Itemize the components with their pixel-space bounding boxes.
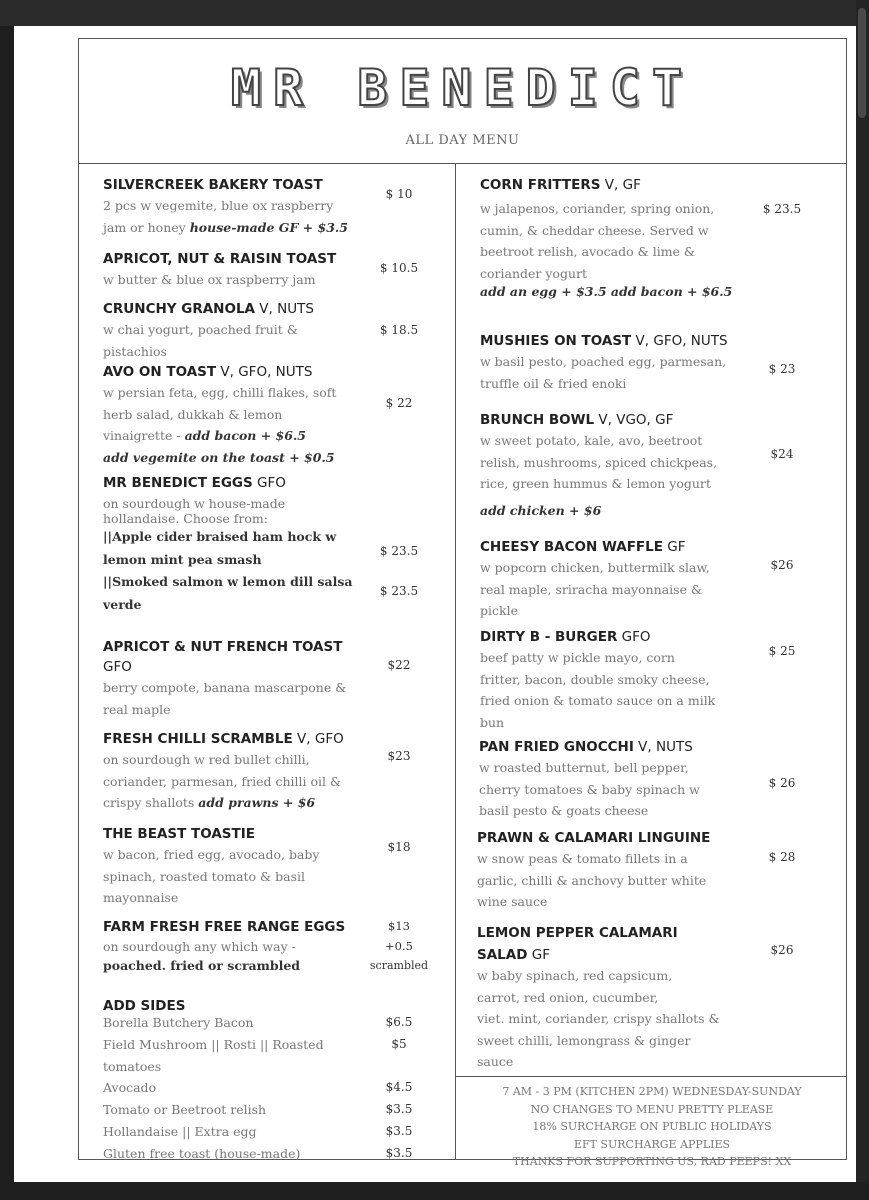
item-desc: w chai yogurt, poached fruit & [103,322,298,337]
item-price: $ 26 [768,776,796,790]
item-tags: V, VGO, GF [594,412,674,428]
item-desc: coriander yogurt [480,265,587,281]
item-name-text: CHEESY BACON WAFFLE [480,539,663,555]
item-name [480,331,750,351]
footer-line: 7 AM - 3 PM (KITCHEN 2PM) WEDNESDAY-SUNDAY [502,1085,802,1098]
footer-line: NO CHANGES TO MENU PRETTY PLEASE [530,1102,774,1116]
item-price-extra: +0.5 [385,938,413,953]
item-name [477,945,747,965]
item-tags: V, GFO, NUTS [631,333,728,349]
item-price: $ 10 [385,187,413,201]
item-price: $22 [387,658,411,672]
item-desc-part: crispy shallots [103,795,199,810]
item-desc [103,217,363,239]
item-name: THE BEAST TOASTIE [103,826,255,842]
side-item-price: $4.5 [385,1080,413,1095]
item-name: LEMON PEPPER CALAMARI [477,925,678,941]
item-desc: w basil pesto, poached egg, parmesan, [480,354,727,369]
item-name-text: MUSHIES ON TOAST [480,333,632,349]
item-name: PRAWN & CALAMARI LINGUINE [477,830,711,846]
item-desc: sauce [477,1054,514,1069]
menu-item-free-range-eggs [103,917,373,975]
menu-item-benedict-eggs [103,473,373,616]
item-desc: mayonnaise [103,890,179,905]
item-tags: GFO [103,659,132,675]
item-name: APRICOT, NUT & RAISIN TOAST [103,251,337,267]
viewer-bottom-bar [0,1182,869,1200]
item-desc: w sweet potato, kale, avo, beetroot [480,433,703,448]
column-divider [455,163,456,1159]
item-desc: pickle [480,603,518,618]
menu-item-brunch-bowl [480,410,750,518]
menu-subtitle: ALL DAY MENU [405,133,520,148]
item-price: $26 [770,943,794,957]
side-item-label: Borella Butchery Bacon [103,1015,254,1030]
menu-item-chilli-scramble [103,729,373,814]
item-desc: w bacon, fried egg, avocado, baby [103,847,320,862]
item-option: poached. fried or scrambled [103,958,301,973]
item-desc-part: jam or honey [103,219,190,235]
item-name-text: DIRTY B - BURGER [480,629,618,645]
menu-page [14,26,856,1182]
item-desc: 2 pcs w vegemite, blue ox raspberry [103,198,334,213]
item-name [103,299,373,319]
item-addon: add vegemite on the toast + $0.5 [103,449,335,465]
menu-item-granola [103,299,373,362]
menu-footer [456,1083,848,1171]
item-tags: GF [527,947,550,963]
item-option: ||Smoked salmon w lemon dill salsa [103,574,353,589]
item-desc: hollandaise. Choose from: [103,511,268,526]
menu-item-gnocchi [479,737,749,822]
footer-divider [455,1076,847,1077]
item-name [480,627,750,647]
item-addon: add bacon + $6.5 [184,428,306,443]
menu-item-dirty-burger [480,627,750,733]
item-desc [103,425,373,447]
item-desc: on sourdough any which way - [103,939,296,954]
item-price: $ 18.5 [379,323,419,337]
item-desc: beef patty w pickle mayo, corn [480,650,675,665]
item-tags: V, GFO, NUTS [216,364,313,380]
item-desc: sweet chilli, lemongrass & ginger [477,1032,691,1048]
viewer-top-bar [0,0,869,26]
item-price: $23 [387,749,411,763]
item-price: $18 [387,840,411,854]
item-price: $ 25 [768,644,796,658]
side-item-label: Field Mushroom || Rosti || Roasted [103,1036,324,1052]
item-desc: real maple, sriracha mayonnaise & [480,581,703,597]
item-desc: carrot, red onion, cucumber, [477,989,659,1005]
item-desc: on sourdough w house-made [103,496,286,511]
side-item-label: Hollandaise || Extra egg [103,1124,257,1139]
item-desc: truffle oil & fried enoki [480,375,627,391]
menu-sides-section [103,996,373,1016]
item-tags: V, GFO [292,731,344,747]
item-name: APRICOT & NUT FRENCH TOAST [103,639,343,655]
item-desc: viet. mint, coriander, crispy shallots & [477,1011,720,1026]
menu-item-apricot-raisin-toast [103,249,373,291]
side-item-price: $3.5 [385,1145,413,1160]
item-name [103,729,373,749]
side-item-price: $3.5 [385,1102,413,1117]
item-price [369,917,429,976]
menu-frame [78,38,847,1168]
item-price-base: $13 [388,919,410,933]
item-desc: w butter & blue ox raspberry jam [103,272,316,287]
item-tags: GFO [617,629,651,645]
item-addon: add prawns + $6 [198,795,316,810]
item-name-text: CRUNCHY GRANOLA [103,301,255,317]
item-desc: cumin, & cheddar cheese. Served w [480,222,709,238]
item-name [480,175,750,195]
item-desc: rice, green hummus & lemon yogurt [480,476,711,491]
item-desc: pistachios [103,343,167,359]
item-desc: w snow peas & tomato fillets in a [477,851,688,866]
item-desc: on sourdough w red bullet chilli, [103,752,310,767]
item-name-text: PAN FRIED GNOCCHI [479,739,634,755]
item-name: FARM FRESH FREE RANGE EGGS [103,919,346,935]
menu-item-corn-fritters [480,175,750,299]
item-name: SILVERCREEK BAKERY TOAST [103,177,323,193]
item-desc: cherry tomatoes & baby spinach w [479,781,700,797]
menu-item-silvercreek-toast [103,175,363,238]
item-desc: bun [480,714,505,730]
item-desc: basil pesto & goats cheese [479,803,649,818]
item-desc: garlic, chilli & anchovy butter white [477,872,707,888]
side-item-price: $5 [391,1036,407,1051]
item-price: $ 10.5 [379,261,419,275]
item-desc: wine sauce [477,894,548,909]
footer-line: THANKS FOR SUPPORTING US, RAD PEEPS! XX [512,1155,792,1168]
item-tags: GFO [252,475,286,491]
item-name [480,410,750,430]
menu-item-mushies-toast [480,331,750,394]
item-option: verde [103,596,142,612]
item-desc: w roasted butternut, bell pepper, [479,760,689,775]
sides-heading: ADD SIDES [103,998,186,1014]
menu-item-bacon-waffle [480,537,750,622]
item-name-text: SALAD [477,947,528,963]
side-item-price: $3.5 [385,1124,413,1138]
item-name-text: MR BENEDICT EGGS [103,475,253,491]
item-desc: w baby spinach, red capsicum, [477,968,673,983]
item-desc [103,792,373,814]
menu-item-beast-toastie [103,824,373,909]
item-addon: add chicken + $6 [480,502,602,518]
item-desc: relish, mushrooms, spiced chickpeas, [480,454,718,470]
menu-item-prawn-linguine [477,828,747,913]
item-desc: herb salad, dukkah & lemon [103,406,283,422]
item-name [103,473,373,493]
item-desc: coriander, parmesan, fried chilli oil & [103,773,342,789]
item-desc-part: vinaigrette - [103,428,185,443]
item-price: $ 23.5 [762,202,802,216]
item-tags: V, NUTS [255,301,314,317]
footer-line: EFT SURCHARGE APPLIES [573,1137,731,1151]
item-price: $ 23.5 [379,544,419,558]
item-price: $ 23.5 [379,584,419,598]
item-desc: fritter, bacon, double smoky cheese, [480,671,710,687]
item-price: $ 22 [385,396,413,410]
item-desc: w popcorn chicken, buttermilk slaw, [480,560,710,575]
side-item-label: Gluten free toast (house-made) [103,1145,301,1161]
item-option: ||Apple cider braised ham hock w [103,529,337,544]
item-tags: V, NUTS [633,739,693,755]
item-addon: add an egg + $3.5 add bacon + $6.5 [480,284,733,299]
scrollbar-thumb[interactable] [858,8,866,118]
item-option: lemon mint pea smash [103,551,262,567]
item-name-text: AVO ON TOAST [103,364,217,380]
item-desc: w jalapenos, coriander, spring onion, [480,201,715,216]
item-price-note: scrambled [369,959,429,972]
item-name-text: FRESH CHILLI SCRAMBLE [103,731,293,747]
item-desc: w persian feta, egg, chilli flakes, soft [103,385,337,400]
item-price: $ 28 [768,850,796,864]
item-name [103,362,373,382]
item-name [479,737,749,757]
item-price: $24 [770,447,794,461]
item-desc: beetroot relish, avocado & lime & [480,244,696,259]
side-item-price: $6.5 [385,1015,413,1029]
item-desc: spinach, roasted tomato & basil [103,868,306,884]
side-item-label: tomatoes [103,1058,162,1074]
scrollbar-track[interactable] [856,0,869,1200]
item-desc: fried onion & tomato sauce on a milk [480,693,716,708]
menu-item-avo-toast [103,362,373,468]
header-divider [79,163,846,164]
item-name [480,537,750,557]
item-name-text: CORN FRITTERS [480,177,601,193]
item-addon: house-made GF + $3.5 [189,219,348,235]
item-tags: GF [662,539,686,555]
item-price: $ 23 [768,362,796,376]
menu-item-french-toast [103,637,373,720]
item-desc: real maple [103,701,171,717]
item-name-text: BRUNCH BOWL [480,412,595,428]
side-item-label: Avocado [103,1080,157,1096]
menu-title: MR BENEDICT [230,59,695,117]
side-item-label: Tomato or Beetroot relish [103,1102,267,1118]
menu-item-calamari-salad [477,923,747,1073]
item-tags: V, GF [600,177,641,193]
item-desc: berry compote, banana mascarpone & [103,680,347,695]
item-price: $26 [770,558,794,572]
footer-line: 18% SURCHARGE ON PUBLIC HOLIDAYS [532,1120,772,1133]
